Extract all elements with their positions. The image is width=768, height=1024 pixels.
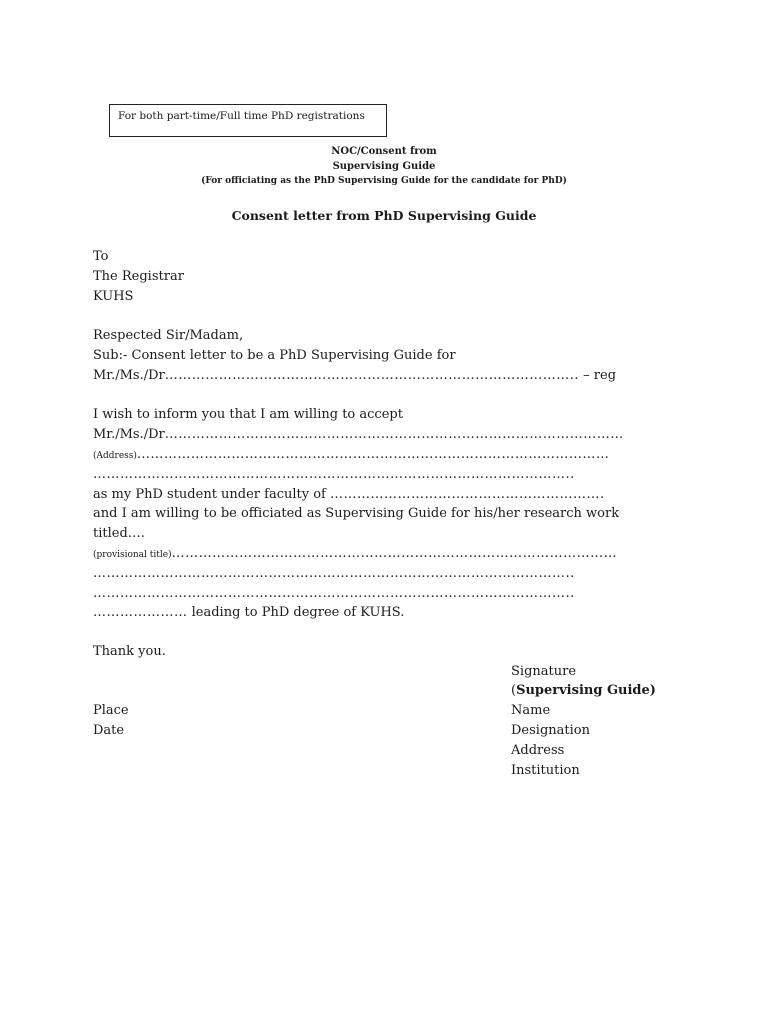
student-name-prefix: Mr./Ms./Dr — [93, 427, 165, 442]
faculty-line — [93, 486, 605, 504]
leading-line — [93, 604, 404, 622]
address-registrar: The Registrar — [93, 269, 184, 284]
signature-institution: Institution — [511, 763, 580, 778]
title-blank-3: …………………………………………………………………………………………….. — [93, 586, 575, 601]
subject-name-prefix: Mr./Ms./Dr — [93, 368, 165, 383]
address-line — [93, 446, 609, 465]
willing-line: and I am willing to be officiated as Supervising Guide for his/her research work — [93, 506, 620, 521]
leading-text: leading to PhD degree of KUHS. — [187, 605, 405, 620]
signature-address: Address — [511, 743, 565, 758]
note-text: For both part-time/Full time PhD registrations — [118, 110, 365, 122]
address-kuhs: KUHS — [93, 289, 134, 304]
provisional-title-label: (provisional title) — [93, 550, 172, 560]
header-line-1: NOC/Consent from — [331, 146, 437, 157]
header-line-3: (For officiating as the PhD Supervising Guide for the candidate for PhD) — [201, 176, 567, 186]
subject-line: Sub:- Consent letter to be a PhD Supervising Guide for — [93, 348, 456, 363]
thanks: Thank you. — [93, 644, 166, 659]
date-label: Date — [93, 723, 125, 738]
leading-blank: ………………… — [93, 605, 188, 620]
signature-label: Signature — [511, 664, 577, 679]
signature-designation: Designation — [511, 723, 590, 738]
place-label: Place — [93, 703, 129, 718]
provisional-title-blank: ……………………………………………………………………………………… — [171, 546, 618, 561]
titled-line: titled…. — [93, 526, 145, 541]
student-name-blank: ………………………………………………………………………………………… — [164, 427, 624, 442]
header-line-2: Supervising Guide — [332, 161, 436, 172]
faculty-blank: ……………………………………………………. — [330, 487, 605, 502]
student-name-line — [93, 426, 624, 444]
signature-name: Name — [511, 703, 551, 718]
provisional-title-line — [93, 545, 617, 564]
signature-role-text: Supervising Guide) — [516, 683, 656, 698]
subject-suffix: – reg — [579, 368, 617, 383]
title-blank-2: …………………………………………………………………………………………….. — [93, 566, 575, 581]
subject-name-line — [93, 367, 616, 385]
faculty-label: as my PhD student under faculty of — [93, 487, 330, 502]
address-label: (Address) — [93, 451, 137, 461]
signature-role-paren: ( — [511, 683, 517, 698]
address-to: To — [93, 249, 109, 264]
inform-line: I wish to inform you that I am willing to accept — [93, 407, 403, 422]
salutation: Respected Sir/Madam, — [93, 328, 244, 343]
address-blank: …………………………………………………………………………………………… — [136, 447, 610, 462]
address-blank-2: …………………………………………………………………………………………….. — [93, 467, 575, 482]
signature-role — [511, 682, 656, 700]
document-title: Consent letter from PhD Supervising Guide — [231, 208, 537, 223]
subject-name-blank: ……………………………………………………………………………….. — [164, 368, 580, 383]
